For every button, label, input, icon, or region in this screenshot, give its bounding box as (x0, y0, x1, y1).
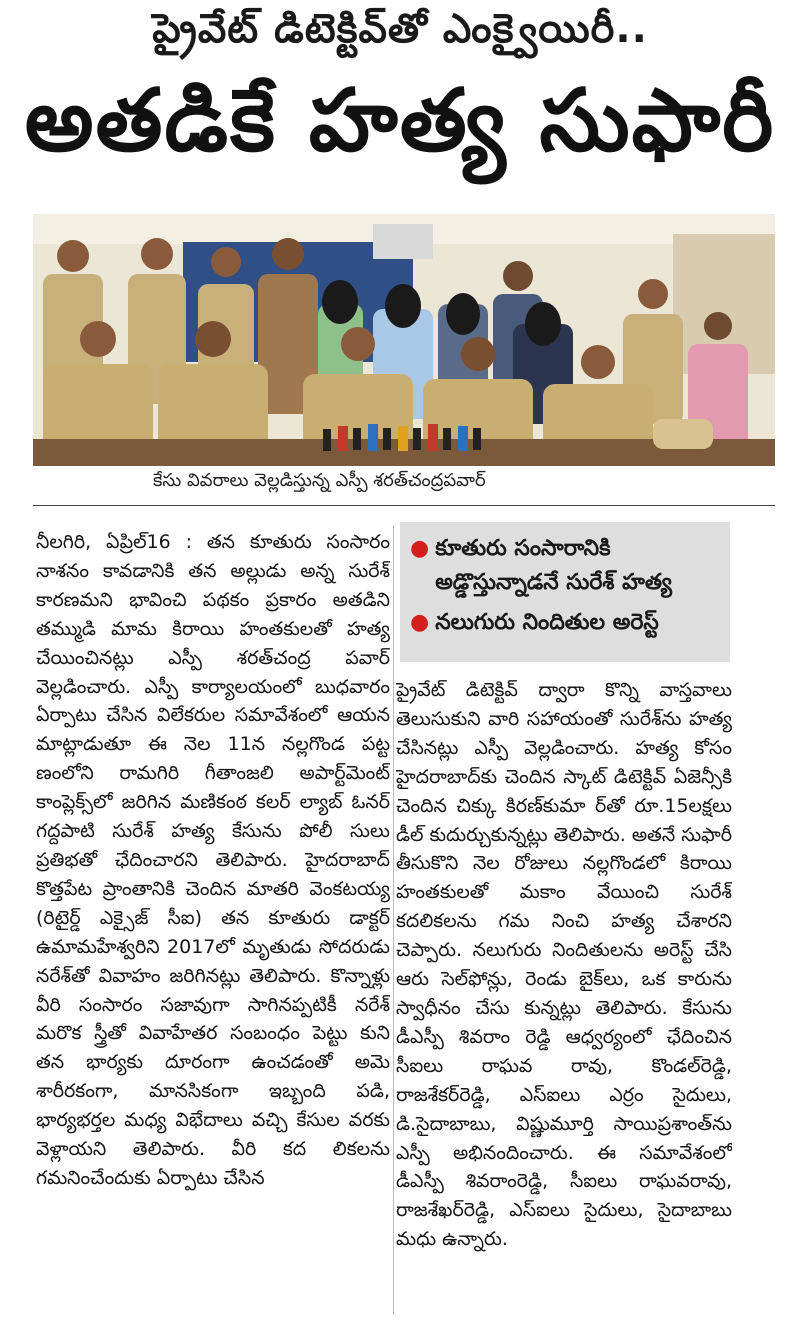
highlight-text: కూతురు సంసారానికి అడ్డొస్తున్నాడనే సురేశ్ హత్య (435, 536, 672, 595)
column-divider (393, 525, 394, 1315)
highlight-item (410, 606, 720, 640)
photo-caption: కేసు వివరాలు వెల్లడిస్తున్న ఎస్పీ శరత్‌చంద్రపవార్ (153, 470, 486, 491)
caption-divider (33, 505, 775, 506)
main-headline: అతడికే హత్య సుఫారీ (24, 71, 776, 171)
bullet-icon: ● (410, 610, 430, 635)
article-body-left: నీలగిరి, ఏప్రిల్16 : తన కూతురు సంసారం నాశనం కావడానికి తన అల్లుడు అన్న సురేశ్ కారణమని భావించి పథకం ప్రకారం అతడిని తమ్ముడి మామ కిరాయి హంతకులతో హత్య చేయించినట్లు ఎస్పీ శరత్‌చంద్ర పవార్ వెల్లడించారు. ఎస్పీ కార్యాలయంలో బుధవారం ఏర్పాటు చేసిన విలేకరుల సమావేశంలో ఆయన మాట్లాడుతూ ఈ నెల 11న నల్లగొండ పట్ట ణంలోని రామగిరి గీతాంజలి అపార్ట్‌మెంట్ కాంప్లెక్స్‌లో జరిగిన మణికంఠ కలర్ ల్యాబ్ ఓనర్ గద్దపాటి సురేశ్ హత్య కేసును పోలీ సులు ప్రతిభతో ఛేదించారని తెలిపారు. హైదరాబాద్ కొత్తపేట ప్రాంతానికి చెందిన మాతరి వెంకటయ్య (రిటైర్డ్ ఎక్సైజ్ సీఐ) తన కూతురు డాక్టర్ ఉమామహేశ్వరిని 2017లో మృతుడు సోదరుడు నరేశ్‌తో వివాహం జరిగినట్లు తెలిపారు. కొన్నాళ్లు వీరి సంసారం సజావుగా సాగినప్పటికీ నరేశ్ మరొక స్త్రీతో వివాహేతర సంబంధం పెట్టు కుని తన భార్యకు దూరంగా ఉంచడంతో అమె శారీరకంగా, మానసికంగా ఇబ్బంది పడి, భార్యభర్తల మధ్య విభేదాలు వచ్చి కేసుల వరకు వెళ్లాయని తెలిపారు. వీరి కద లికలను గమనించేందుకు ఏర్పాటు చేసిన (36, 531, 390, 1189)
kicker-headline: ప్రైవేట్ డిటెక్టివ్‌తో ఎంక్వైయిరీ.. (152, 6, 648, 52)
highlight-item (410, 532, 720, 600)
highlight-text: నలుగురు నిందితుల అరెస్ట్ (435, 610, 659, 635)
press-conference-photo (33, 214, 775, 466)
article-body-right: ప్రైవేట్ డిటెక్టివ్ ద్వారా కొన్ని వాస్తవాలు తెలుసుకుని వారి సహాయంతో సురేశ్‌ను హత్య చేసినట్లు ఎస్పీ వెల్లడించారు. హత్య కోసం హైదరాబాద్‌కు చెందిన స్కాట్ డిటెక్టివ్ ఏజెన్సీకి చెందిన చిక్కు కిరణ్‌కుమా ర్‌తో రూ.15లక్షలు డీల్ కుదుర్చుకున్నట్లు తెలిపారు. అతనే సుఫారీ తీసుకొని నెల రోజులు నల్లగొండలో కిరాయి హంతకులతో మకాం వేయించి సురేశ్ కదలికలను గమ నించి హత్య చేశారని చెప్పారు. నలుగురు నిందితులను అరెస్ట్ చేసి ఆరు సెల్‌ఫోన్లు, రెండు బైక్‌లు, ఒక కారును స్వాధీనం చేసు కున్నట్లు తెలిపారు. కేసును డీఎస్పీ శివరాం రెడ్డి ఆధ్వర్యంలో ఛేదించిన సీఐలు రాఘవ రావు, కొండల్‌రెడ్డి, రాజశేకర్‌రెడ్డి, ఎస్ఐలు ఎర్రం సైదులు, డి.సైదాబాబు, విష్ణుమూర్తి సాయిప్రశాంత్‌ను ఎస్పీ అభినందించారు. ఈ సమావేశంలో డీఎస్పీ శివరాంరెడ్డి, సీఐలు రాఘవరావు, రాజశేఖర్‌రెడ్డి, ఎస్ఐలు సైదులు, సైదాబాబు మధు ఉన్నారు. (396, 679, 732, 1251)
bullet-icon: ● (410, 536, 430, 561)
highlights-box (400, 522, 730, 662)
